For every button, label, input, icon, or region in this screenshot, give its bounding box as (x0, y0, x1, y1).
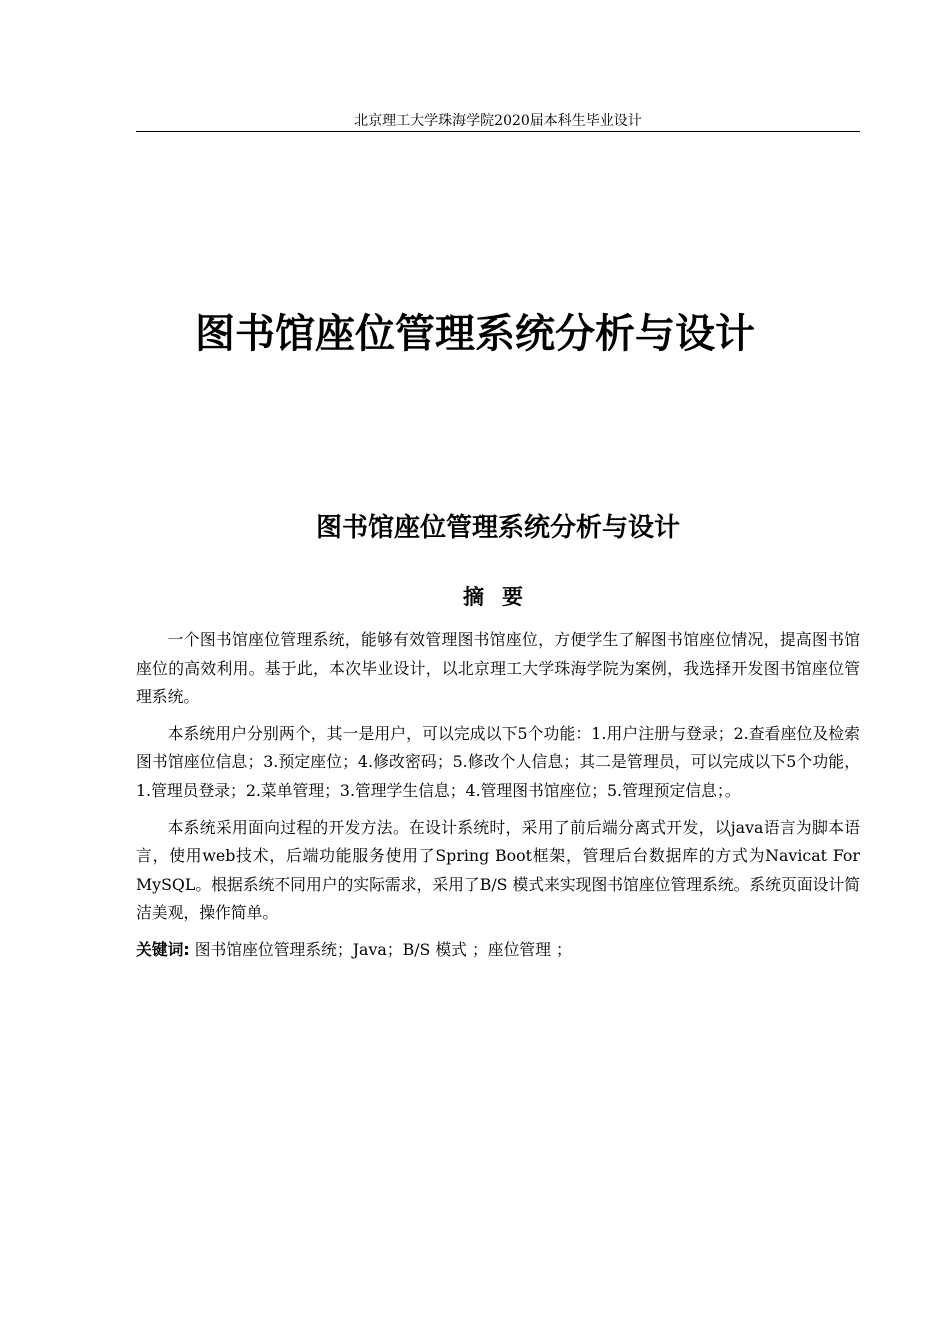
main-title: 图书馆座位管理系统分析与设计 (195, 311, 755, 357)
keywords-line (136, 936, 860, 965)
keywords-text: 图书馆座位管理系统；Java；B/S 模式 ；座位管理 ； (194, 939, 572, 959)
running-header: 北京理工大学珠海学院2020届本科生毕业设计 (354, 113, 642, 129)
abstract-paragraph-1: 一个图书馆座位管理系统，能够有效管理图书馆座位，方便学生了解图书馆座位情况，提高图书馆座位的高效利用。基于此，本次毕业设计，以北京理工大学珠海学院为案例，我选择开发图书馆座位管理系统。 (136, 630, 860, 707)
abstract-body (136, 626, 860, 965)
abstract-paragraph-2: 本系统用户分别两个，其一是用户，可以完成以下5个功能：1.用户注册与登录；2.查看座位及检索图书馆座位信息；3.预定座位；4.修改密码；5.修改个人信息；其二是管理员，可以完成以下5个功能，1.管理员登录；2.菜单管理；3.管理学生信息；4.管理图书馆座位；5.管理预定信息；。 (136, 723, 860, 800)
abstract-heading: 摘要 (463, 585, 541, 609)
header-rule (136, 131, 860, 132)
keywords-label: 关键词: (136, 939, 190, 959)
sub-title: 图书馆座位管理系统分析与设计 (315, 513, 680, 543)
abstract-paragraph-3: 本系统采用面向过程的开发方法。在设计系统时，采用了前后端分离式开发，以java语言为脚本语言，使用web技术，后端功能服务使用了Spring Boot框架，管理后台数据库的方式为Navicat For MySQL。根据系统不同用户的实际需求，采用了B/S 模式来实现图书馆座位管理系统。系统页面设计简洁美观，操作简单。 (136, 817, 861, 923)
